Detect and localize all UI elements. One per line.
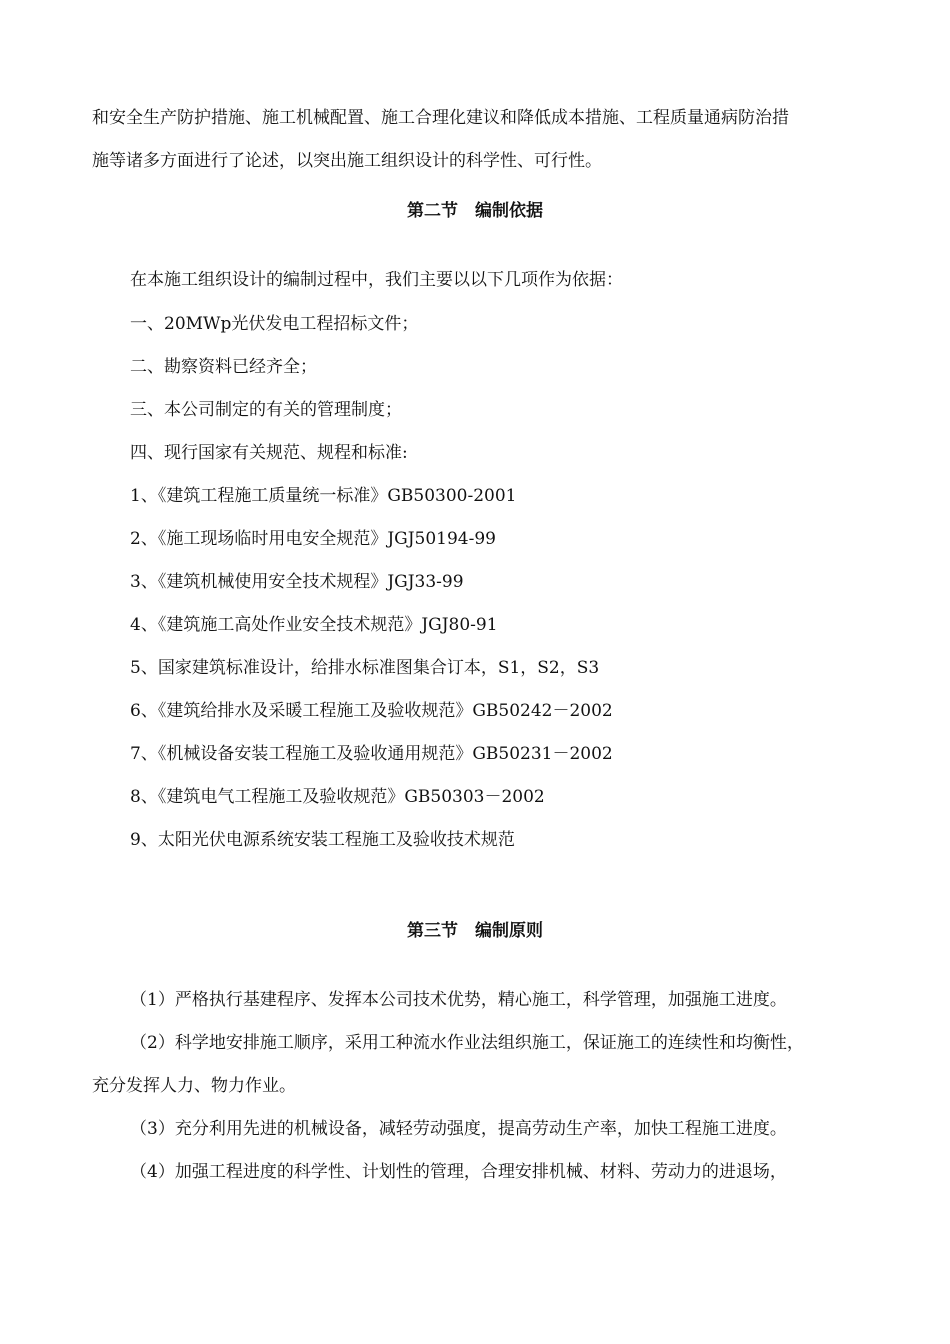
principle-4: （4）加强工程进度的科学性、计划性的管理，合理安排机械、材料、劳动力的进退场， (130, 1162, 787, 1182)
standard-item-9: 9、太阳光伏电源系统安装工程施工及验收技术规范 (130, 830, 515, 850)
basis-item-3: 三、本公司制定的有关的管理制度； (130, 400, 402, 420)
principle-1: （1）严格执行基建程序、发挥本公司技术优势，精心施工，科学管理，加强施工进度。 (130, 990, 787, 1010)
intro-line-1: 和安全生产防护措施、施工机械配置、施工合理化建议和降低成本措施、工程质量通病防治措 (92, 108, 789, 128)
standard-item-2: 2、《施工现场临时用电安全规范》JGJ50194-99 (130, 529, 496, 549)
section-3-title: 第三节 编制原则 (407, 921, 543, 941)
standard-item-4: 4、《建筑施工高处作业安全技术规范》JGJ80-91 (130, 615, 498, 635)
standard-item-7: 7、《机械设备安装工程施工及验收通用规范》GB50231－2002 (130, 744, 613, 764)
standard-item-8: 8、《建筑电气工程施工及验收规范》GB50303－2002 (130, 787, 545, 807)
standard-item-3: 3、《建筑机械使用安全技术规程》JGJ33-99 (130, 572, 464, 592)
section-2-title: 第二节 编制依据 (407, 201, 543, 221)
basis-item-2: 二、勘察资料已经齐全； (130, 357, 317, 377)
standard-item-1: 1、《建筑工程施工质量统一标准》GB50300-2001 (130, 486, 517, 506)
standard-item-6: 6、《建筑给排水及采暖工程施工及验收规范》GB50242－2002 (130, 701, 613, 721)
intro-line-2: 施等诸多方面进行了论述，以突出施工组织设计的科学性、可行性。 (92, 151, 602, 171)
basis-item-1: 一、20MWp光伏发电工程招标文件； (130, 314, 419, 334)
basis-item-4: 四、现行国家有关规范、规程和标准: (130, 443, 408, 463)
principle-2-continued: 充分发挥人力、物力作业。 (92, 1076, 296, 1096)
principle-2: （2）科学地安排施工顺序，采用工种流水作业法组织施工，保证施工的连续性和均衡性， (130, 1033, 804, 1053)
standard-item-5: 5、国家建筑标准设计，给排水标准图集合订本，S1，S2，S3 (130, 658, 600, 678)
section-2-lead: 在本施工组织设计的编制过程中，我们主要以以下几项作为依据： (130, 270, 623, 290)
principle-3: （3）充分利用先进的机械设备，减轻劳动强度，提高劳动生产率，加快工程施工进度。 (130, 1119, 787, 1139)
